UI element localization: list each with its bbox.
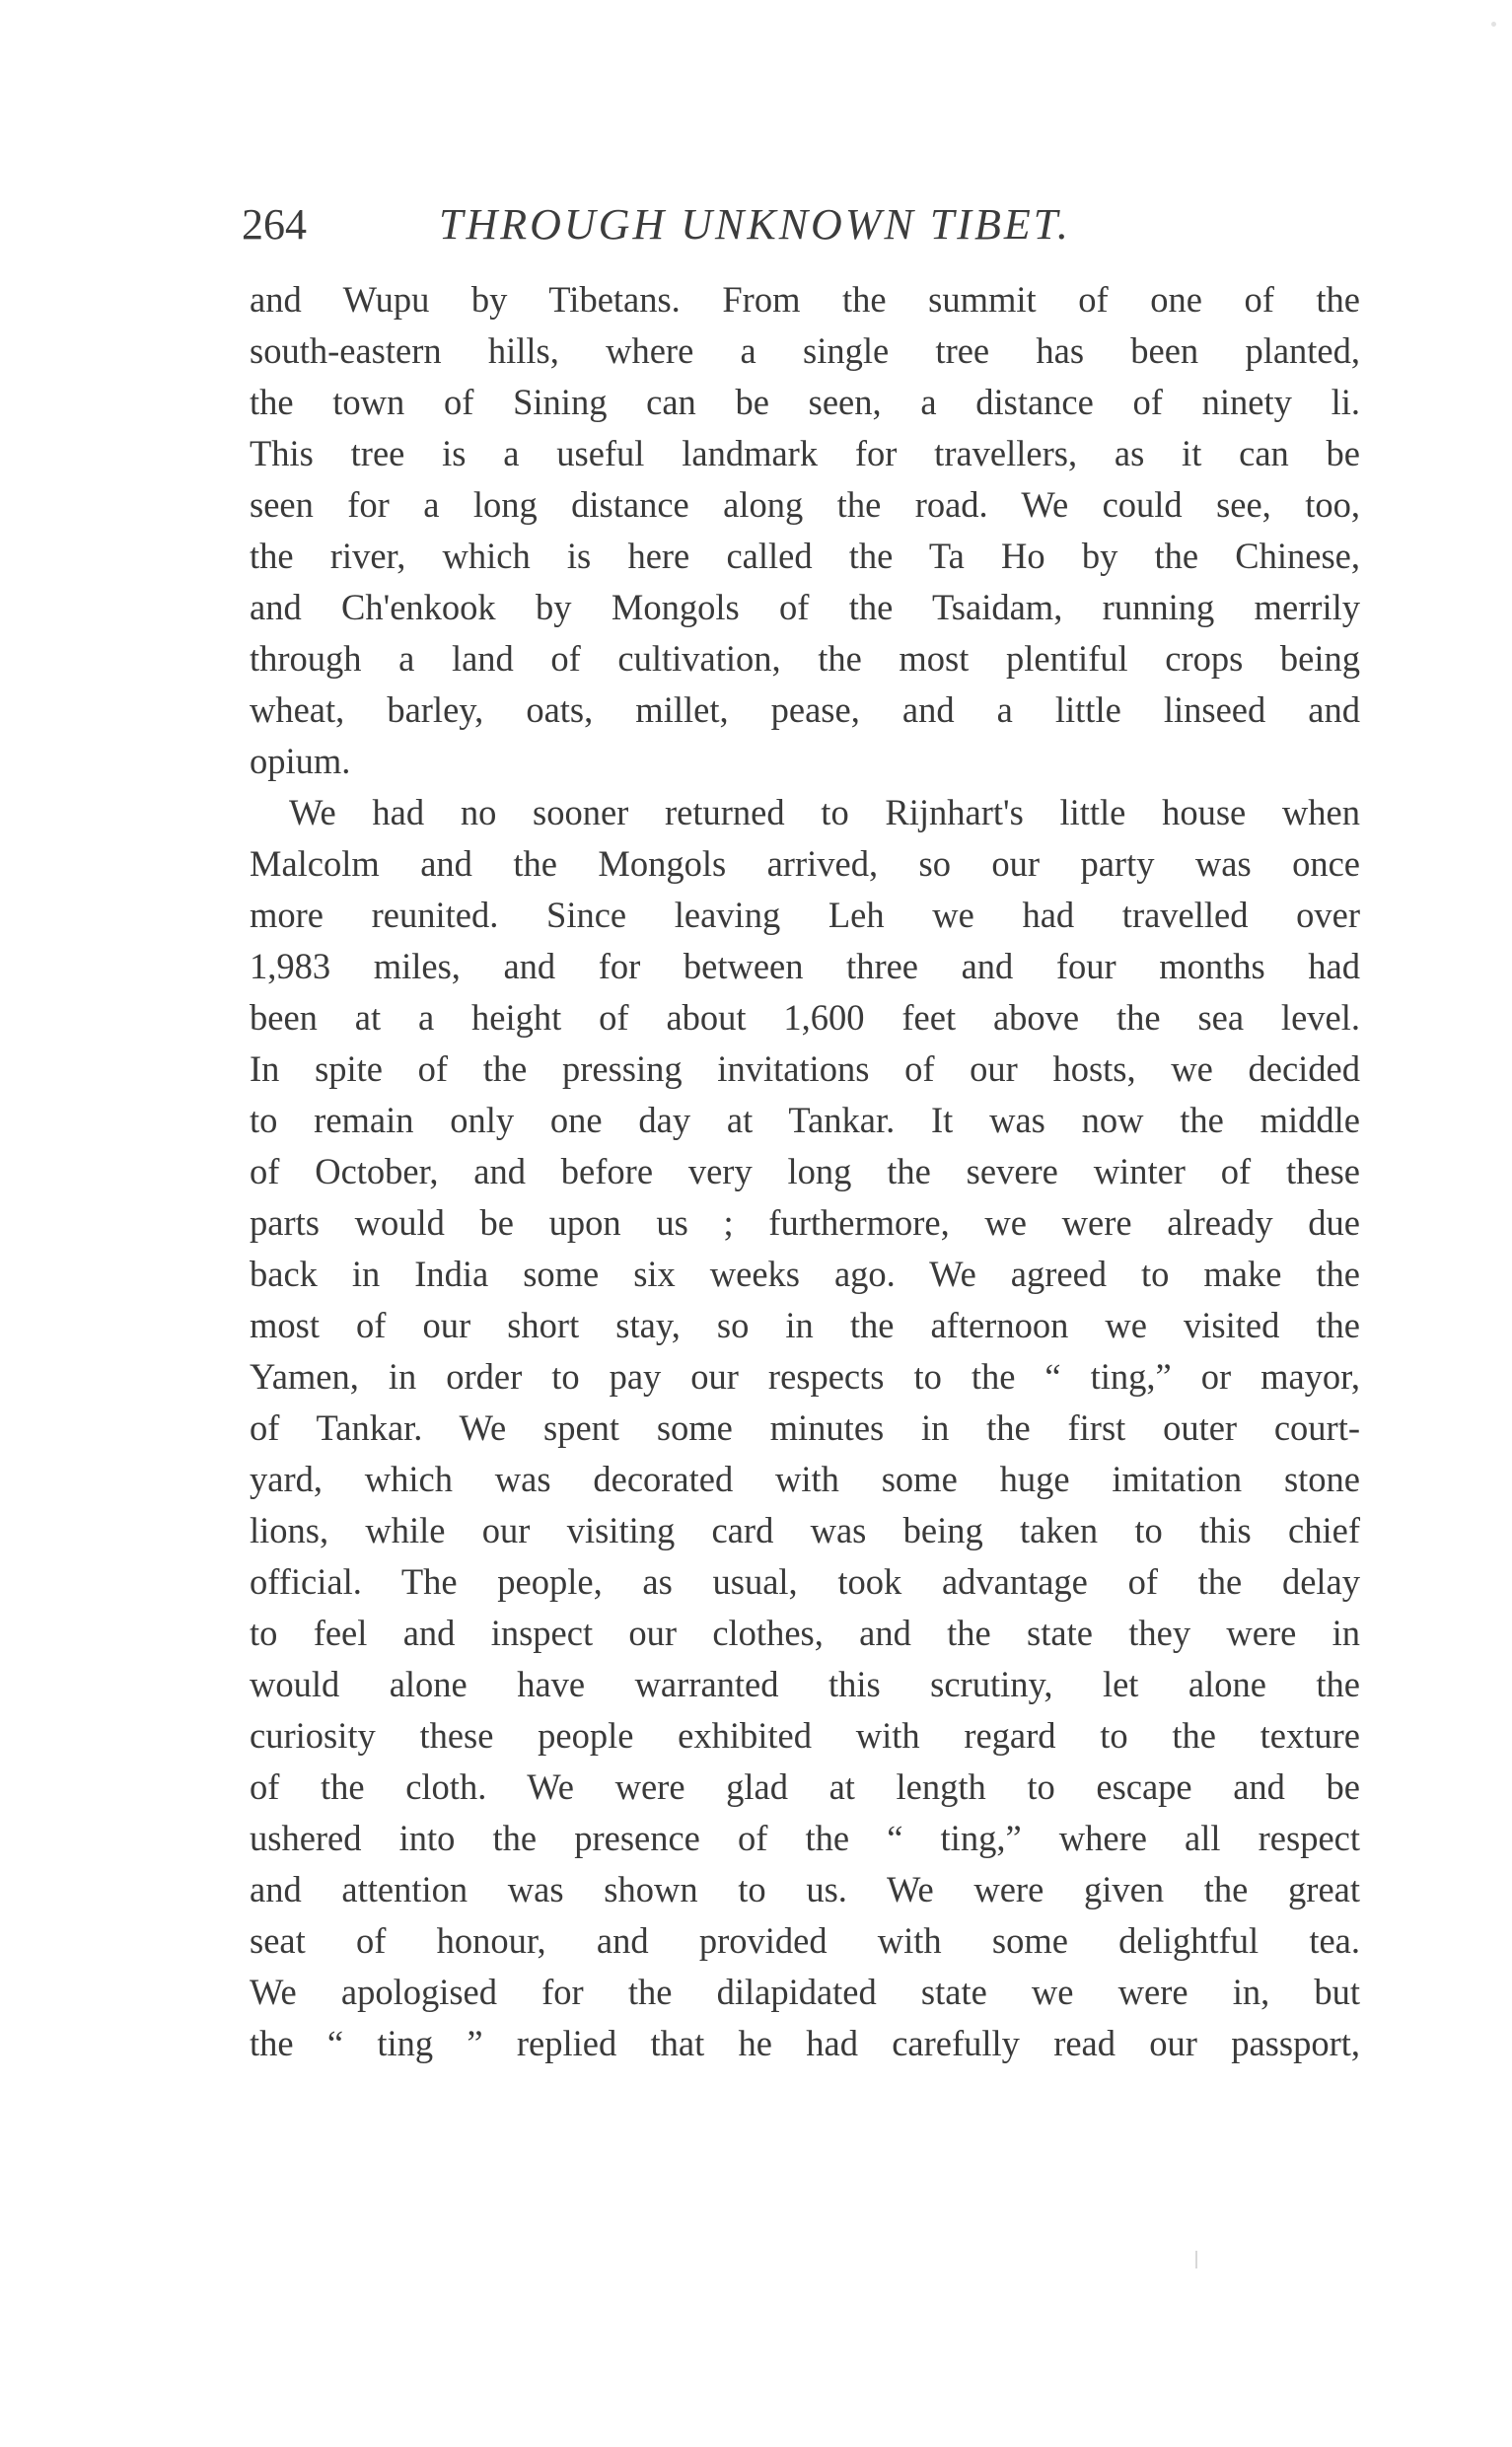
text-line: of Tankar. We spent some minutes in the first outer court- <box>250 1407 1360 1448</box>
body-text <box>250 274 1360 2069</box>
text-line: Malcolm and the Mongols arrived, so our party was once <box>250 843 1360 884</box>
text-line: seat of honour, and provided with some delightful tea. <box>250 1920 1360 1961</box>
text-line: to feel and inspect our clothes, and the state they were in <box>250 1613 1360 1653</box>
running-head <box>242 195 1366 254</box>
paper-speck <box>1491 22 1496 27</box>
text-line: We had no sooner returned to Rijnhart's little house when <box>289 792 1360 832</box>
text-line: south-eastern hills, where a single tree has been planted, <box>250 330 1360 371</box>
text-line: wheat, barley, oats, millet, pease, and a little linseed and <box>250 689 1360 730</box>
text-line: of the cloth. We were glad at length to escape and be <box>250 1766 1360 1807</box>
paper-speck <box>1195 2251 1197 2268</box>
text-line: Yamen, in order to pay our respects to the “ ting,” or mayor, <box>250 1356 1360 1397</box>
page-number: 264 <box>242 200 307 249</box>
paragraph-1 <box>250 274 1360 787</box>
text-line: been at a height of about 1,600 feet above the sea level. <box>250 997 1360 1038</box>
text-line: seen for a long distance along the road. We could see, too, <box>250 484 1360 525</box>
text-line: the town of Sining can be seen, a distance of ninety li. <box>250 382 1360 422</box>
text-line: In spite of the pressing invitations of our hosts, we decided <box>250 1048 1360 1089</box>
text-line: and Wupu by Tibetans. From the summit of one of the <box>250 279 1360 320</box>
text-line: This tree is a useful landmark for travellers, as it can be <box>250 433 1360 473</box>
text-line: and attention was shown to us. We were given the great <box>250 1869 1360 1909</box>
text-line: lions, while our visiting card was being taken to this chief <box>250 1510 1360 1550</box>
text-line: would alone have warranted this scrutiny, let alone the <box>250 1664 1360 1704</box>
text-line: of October, and before very long the severe winter of these <box>250 1151 1360 1191</box>
text-line: through a land of cultivation, the most plentiful crops being <box>250 638 1360 679</box>
text-line: and Ch'enkook by Mongols of the Tsaidam, running merrily <box>250 587 1360 627</box>
text-line: the river, which is here called the Ta Ho by the Chinese, <box>250 536 1360 576</box>
text-line: to remain only one day at Tankar. It was now the middle <box>250 1100 1360 1140</box>
paragraph-2 <box>250 787 1360 2069</box>
text-line: the “ ting ” replied that he had carefully read our passport, <box>250 2023 1360 2063</box>
text-line: 1,983 miles, and for between three and four months had <box>250 946 1360 986</box>
running-title: THROUGH UNKNOWN TIBET. <box>439 200 1071 249</box>
text-line: curiosity these people exhibited with regard to the texture <box>250 1715 1360 1756</box>
text-line: opium. <box>250 741 351 781</box>
text-line: yard, which was decorated with some huge imitation stone <box>250 1459 1360 1499</box>
text-line: back in India some six weeks ago. We agreed to make the <box>250 1254 1360 1294</box>
text-line: We apologised for the dilapidated state we were in, but <box>250 1972 1360 2012</box>
text-line: official. The people, as usual, took advantage of the delay <box>250 1561 1360 1602</box>
text-line: most of our short stay, so in the afternoon we visited the <box>250 1305 1360 1345</box>
text-line: more reunited. Since leaving Leh we had travelled over <box>250 895 1360 935</box>
text-line: ushered into the presence of the “ ting,” where all respect <box>250 1818 1360 1858</box>
text-line: parts would be upon us ; furthermore, we were already due <box>250 1202 1360 1243</box>
